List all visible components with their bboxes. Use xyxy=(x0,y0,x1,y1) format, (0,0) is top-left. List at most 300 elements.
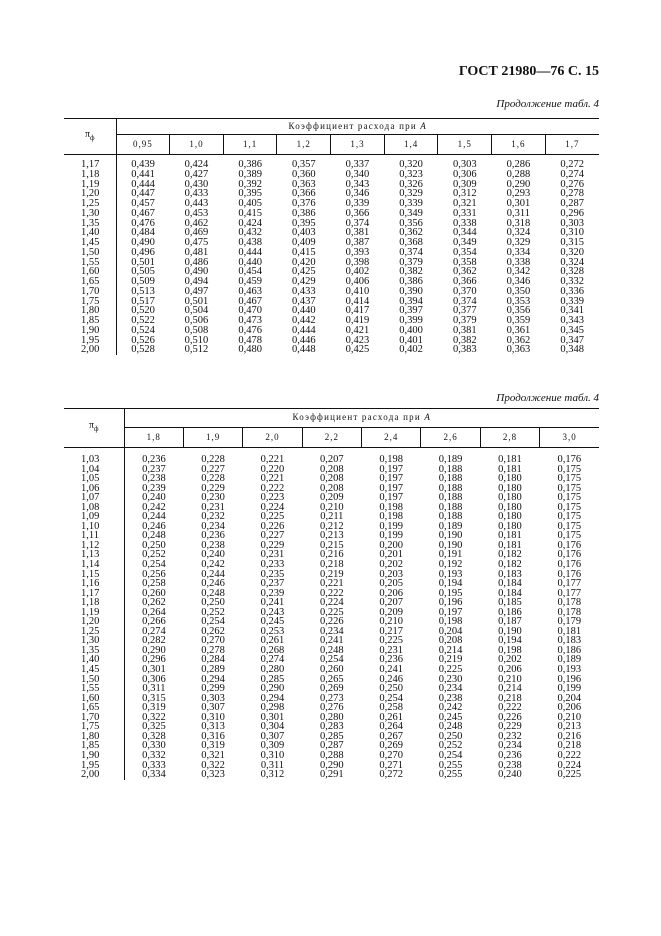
coefficient-cell: 0,246 xyxy=(379,673,403,685)
row-pi-value: 1,05 xyxy=(64,474,124,484)
coefficient-cell: 0,207 xyxy=(320,454,344,465)
coefficient-cell: 0,274 xyxy=(142,625,166,637)
coefficient-cell: 0,215 xyxy=(320,539,344,551)
row-pi-value: 1,15 xyxy=(64,570,124,580)
coefficient-cell: 0,315 xyxy=(560,237,584,248)
coefficient-cell: 0,395 xyxy=(238,188,262,200)
coefficient-cell: 0,210 xyxy=(557,711,582,723)
coefficient-cell: 0,329 xyxy=(506,237,531,248)
coefficient-cell: 0,231 xyxy=(201,501,225,513)
coefficient-cell: 0,175 xyxy=(557,492,582,504)
coefficient-cell: 0,180 xyxy=(498,482,522,494)
coefficient-cell: 0,188 xyxy=(438,482,463,494)
coefficient-cell: 0,303 xyxy=(560,217,584,229)
coefficient-cell: 0,322 xyxy=(201,759,225,771)
coefficient-cell: 0,526 xyxy=(131,334,155,346)
coefficient-cell: 0,274 xyxy=(560,168,584,180)
coefficient-cell: 0,188 xyxy=(438,473,463,485)
coefficient-cell: 0,510 xyxy=(184,334,209,346)
coefficient-cell: 0,230 xyxy=(438,673,463,685)
coefficient-cell: 0,462 xyxy=(184,217,209,229)
coefficient-cell: 0,290 xyxy=(320,759,344,771)
coefficient-table-2 xyxy=(64,408,599,780)
row-pi-value: 1,85 xyxy=(64,741,124,751)
coefficient-cell: 0,209 xyxy=(320,492,344,504)
coefficient-cell: 0,401 xyxy=(399,334,423,346)
coefficient-cell: 0,303 xyxy=(201,692,225,704)
coefficient-cell: 0,343 xyxy=(345,178,370,190)
coefficient-cell: 0,306 xyxy=(142,673,166,685)
coefficient-cell: 0,214 xyxy=(498,683,522,695)
coefficient-cell: 0,506 xyxy=(184,315,209,326)
coefficient-cell: 0,320 xyxy=(399,159,423,170)
coefficient-cell: 0,494 xyxy=(184,276,209,287)
coefficient-cell: 0,229 xyxy=(498,721,522,733)
coefficient-cell: 0,453 xyxy=(184,207,209,219)
coefficient-cell: 0,463 xyxy=(238,285,262,297)
row-pi-value: 1,13 xyxy=(64,550,124,560)
coefficient-cell: 0,469 xyxy=(184,227,209,239)
coefficient-cell: 0,337 xyxy=(345,159,370,170)
coefficient-cell: 0,414 xyxy=(345,295,370,307)
coefficient-cell: 0,353 xyxy=(506,295,531,307)
coefficient-cell: 0,269 xyxy=(379,740,403,752)
column-header: 1,2 xyxy=(277,135,331,155)
coefficient-cell: 0,354 xyxy=(452,246,477,258)
coefficient-cell: 0,175 xyxy=(557,463,582,475)
coefficient-cell: 0,219 xyxy=(438,654,463,666)
coefficient-cell: 0,236 xyxy=(498,749,522,761)
coefficient-cell: 0,190 xyxy=(498,625,522,637)
row-label-header xyxy=(64,119,116,155)
coefficient-cell: 0,386 xyxy=(238,159,262,170)
coefficient-cell: 0,232 xyxy=(498,730,522,742)
coefficient-cell: 0,236 xyxy=(379,654,403,666)
column-header: 1,8 xyxy=(124,428,183,448)
coefficient-cell: 0,303 xyxy=(452,159,477,170)
coefficient-cell: 0,183 xyxy=(498,568,522,580)
table-row xyxy=(64,770,599,780)
coefficient-cell: 0,343 xyxy=(560,315,584,326)
coefficient-cell: 0,339 xyxy=(560,295,584,307)
coefficient-cell: 0,332 xyxy=(560,276,584,287)
coefficient-cell: 0,338 xyxy=(452,217,477,229)
row-pi-value: 1,70 xyxy=(64,713,124,723)
coefficient-cell: 0,311 xyxy=(506,207,531,219)
coefficient-cell: 0,177 xyxy=(557,587,582,599)
coefficient-cell: 0,176 xyxy=(557,568,582,580)
coefficient-cell: 0,439 xyxy=(131,159,155,170)
coefficient-cell: 0,176 xyxy=(557,539,582,551)
coefficient-cell: 0,180 xyxy=(498,492,522,504)
coefficient-cell: 0,194 xyxy=(438,578,463,590)
coefficient-cell: 0,187 xyxy=(498,616,522,628)
coefficient-cell: 0,196 xyxy=(438,597,463,609)
coefficient-cell: 0,392 xyxy=(238,178,262,190)
row-pi-value: 1,17 xyxy=(64,160,116,170)
coefficient-cell: 0,228 xyxy=(201,473,225,485)
coefficient-cell: 0,190 xyxy=(438,530,463,542)
coefficient-cell: 0,304 xyxy=(260,721,285,733)
coefficient-cell: 0,349 xyxy=(452,237,477,248)
coefficient-cell: 0,183 xyxy=(557,635,582,647)
coefficient-cell: 0,245 xyxy=(260,616,285,628)
coefficient-cell: 0,386 xyxy=(399,276,423,287)
coefficient-cell: 0,288 xyxy=(320,749,344,761)
coefficient-cell: 0,216 xyxy=(320,549,344,561)
coefficient-cell: 0,315 xyxy=(142,692,166,704)
coefficient-cell: 0,362 xyxy=(506,334,531,346)
coefficient-cell: 0,347 xyxy=(560,334,584,346)
table-row xyxy=(64,345,599,355)
coefficient-cell: 0,223 xyxy=(260,492,285,504)
coefficient-cell: 0,346 xyxy=(506,276,531,287)
coefficient-cell: 0,197 xyxy=(379,482,403,494)
coefficient-cell: 0,382 xyxy=(399,266,423,278)
coefficient-cell: 0,261 xyxy=(260,635,285,647)
coefficient-cell: 0,381 xyxy=(452,324,477,336)
row-pi-value: 1,35 xyxy=(64,219,116,229)
coefficient-cell: 0,325 xyxy=(142,721,166,733)
coefficient-cell: 0,346 xyxy=(345,188,370,200)
coefficient-cell: 0,193 xyxy=(557,664,582,676)
coefficient-cell: 0,387 xyxy=(345,237,370,248)
coefficient-cell: 0,197 xyxy=(379,492,403,504)
coefficient-cell: 0,320 xyxy=(560,246,584,258)
coefficient-cell: 0,204 xyxy=(557,692,582,704)
coefficient-cell: 0,206 xyxy=(557,702,582,714)
coefficient-cell: 0,363 xyxy=(506,344,531,356)
row-pi-value: 1,90 xyxy=(64,326,116,336)
coefficient-cell: 0,239 xyxy=(260,587,285,599)
coefficient-cell: 0,448 xyxy=(291,344,316,356)
coefficient-cell: 0,467 xyxy=(131,207,155,219)
coefficient-cell: 0,234 xyxy=(438,683,463,695)
coefficient-cell: 0,175 xyxy=(557,520,582,532)
row-pi-value: 1,50 xyxy=(64,248,116,258)
coefficient-cell: 0,227 xyxy=(260,530,285,542)
coefficient-cell: 0,504 xyxy=(184,305,209,317)
coefficient-cell: 0,374 xyxy=(452,295,477,307)
coefficient-cell: 0,475 xyxy=(184,237,209,248)
coefficient-cell: 0,301 xyxy=(506,198,531,209)
coefficient-cell: 0,228 xyxy=(201,454,225,465)
coefficient-cell: 0,484 xyxy=(131,227,155,239)
coefficient-cell: 0,198 xyxy=(498,644,522,656)
coefficient-cell: 0,272 xyxy=(379,769,403,781)
coefficient-cell: 0,287 xyxy=(560,198,584,209)
row-pi-value: 1,17 xyxy=(64,589,124,599)
coefficient-cell: 0,501 xyxy=(184,295,209,307)
row-pi-value: 1,60 xyxy=(64,267,116,277)
coefficient-cell: 0,437 xyxy=(291,295,316,307)
coefficient-cell: 0,522 xyxy=(131,315,155,326)
coefficient-cell: 0,237 xyxy=(260,578,285,590)
coefficient-cell: 0,294 xyxy=(260,692,285,704)
coefficient-cell: 0,225 xyxy=(557,769,582,781)
coefficient-cell: 0,363 xyxy=(291,178,316,190)
row-pi-value: 1,08 xyxy=(64,503,124,513)
coefficient-cell: 0,311 xyxy=(260,759,285,771)
row-pi-value: 1,55 xyxy=(64,684,124,694)
coefficient-cell: 0,175 xyxy=(557,511,582,523)
coefficient-cell: 0,260 xyxy=(142,587,166,599)
coefficient-cell: 0,232 xyxy=(201,511,225,523)
coefficient-cell: 0,234 xyxy=(498,740,522,752)
coefficient-cell: 0,362 xyxy=(452,266,477,278)
coefficient-cell: 0,180 xyxy=(498,520,522,532)
coefficient-cell: 0,198 xyxy=(379,511,403,523)
coefficient-cell: 0,505 xyxy=(131,266,155,278)
coefficient-cell: 0,241 xyxy=(260,597,285,609)
coefficient-cell: 0,344 xyxy=(452,227,477,239)
coefficient-cell: 0,490 xyxy=(184,266,209,278)
coefficient-cell: 0,323 xyxy=(201,769,225,781)
coefficient-cell: 0,200 xyxy=(379,539,403,551)
row-label-subscript: ф xyxy=(94,425,99,434)
coefficient-cell: 0,188 xyxy=(438,463,463,475)
coefficient-cell: 0,379 xyxy=(399,256,423,268)
coefficient-cell: 0,239 xyxy=(142,482,166,494)
coefficient-cell: 0,323 xyxy=(399,168,423,180)
coefficient-cell: 0,382 xyxy=(452,334,477,346)
coefficient-cell: 0,262 xyxy=(201,625,225,637)
coefficient-cell: 0,301 xyxy=(260,711,285,723)
coefficient-cell: 0,262 xyxy=(142,597,166,609)
coefficient-cell: 0,180 xyxy=(498,473,522,485)
coefficient-cell: 0,202 xyxy=(379,559,403,571)
coefficient-cell: 0,473 xyxy=(238,315,262,326)
coefficient-cell: 0,219 xyxy=(320,568,344,580)
column-header: 2,8 xyxy=(480,428,539,448)
coefficient-cell: 0,318 xyxy=(506,217,531,229)
coefficient-cell: 0,319 xyxy=(201,740,225,752)
coefficient-cell: 0,287 xyxy=(320,740,344,752)
coefficient-cell: 0,294 xyxy=(201,673,225,685)
coefficient-cell: 0,356 xyxy=(399,217,423,229)
coefficient-cell: 0,234 xyxy=(201,520,225,532)
coefficient-cell: 0,212 xyxy=(320,520,344,532)
coefficient-cell: 0,181 xyxy=(557,625,582,637)
coefficient-cell: 0,188 xyxy=(438,511,463,523)
coefficient-cell: 0,340 xyxy=(345,168,370,180)
coefficient-cell: 0,206 xyxy=(498,664,522,676)
row-pi-value: 1,75 xyxy=(64,297,116,307)
coefficient-cell: 0,441 xyxy=(131,168,155,180)
column-header: 1,9 xyxy=(183,428,242,448)
row-pi-value: 1,20 xyxy=(64,617,124,627)
coefficient-table-1 xyxy=(64,118,599,355)
coefficient-cell: 0,438 xyxy=(238,237,262,248)
coefficient-cell: 0,218 xyxy=(498,692,522,704)
coefficient-cell: 0,328 xyxy=(142,730,166,742)
coefficient-cell: 0,199 xyxy=(379,530,403,542)
coefficient-cell: 0,181 xyxy=(498,454,522,465)
coefficient-cell: 0,324 xyxy=(506,227,531,239)
row-pi-value: 1,18 xyxy=(64,598,124,608)
coefficient-cell: 0,296 xyxy=(142,654,166,666)
coefficient-cell: 0,193 xyxy=(438,568,463,580)
coefficient-cell: 0,383 xyxy=(452,344,477,356)
coefficient-cell: 0,415 xyxy=(291,246,316,258)
coefficient-cell: 0,225 xyxy=(438,664,463,676)
coefficient-cell: 0,181 xyxy=(498,539,522,551)
coefficient-cell: 0,490 xyxy=(131,237,155,248)
coefficient-cell: 0,394 xyxy=(399,295,423,307)
coefficient-cell: 0,222 xyxy=(498,702,522,714)
row-pi-value: 1,09 xyxy=(64,512,124,522)
row-pi-value: 1,12 xyxy=(64,541,124,551)
coefficient-cell: 0,443 xyxy=(184,198,209,209)
coefficient-cell: 0,333 xyxy=(142,759,166,771)
row-pi-value: 1,70 xyxy=(64,287,116,297)
coefficient-cell: 0,254 xyxy=(320,654,344,666)
coefficient-cell: 0,211 xyxy=(320,511,344,523)
coefficient-cell: 0,444 xyxy=(131,178,155,190)
coefficient-cell: 0,440 xyxy=(291,305,316,317)
coefficient-cell: 0,291 xyxy=(320,769,344,781)
coefficient-cell: 0,182 xyxy=(498,549,522,561)
coefficient-cell: 0,252 xyxy=(438,740,463,752)
coefficient-cell: 0,513 xyxy=(131,285,155,297)
coefficient-cell: 0,258 xyxy=(142,578,166,590)
coefficient-cell: 0,379 xyxy=(452,315,477,326)
row-pi-value: 1,40 xyxy=(64,228,116,238)
coefficient-cell: 0,324 xyxy=(560,256,584,268)
coefficient-cell: 0,208 xyxy=(320,463,344,475)
coefficient-cell: 0,238 xyxy=(201,539,225,551)
coefficient-cell: 0,216 xyxy=(557,730,582,742)
coefficient-cell: 0,290 xyxy=(142,644,166,656)
coefficient-cell: 0,224 xyxy=(557,759,582,771)
coefficient-cell: 0,306 xyxy=(452,168,477,180)
coefficient-cell: 0,316 xyxy=(201,730,225,742)
coefficient-cell: 0,186 xyxy=(557,644,582,656)
coefficient-cell: 0,480 xyxy=(238,344,262,356)
coefficient-cell: 0,497 xyxy=(184,285,209,297)
coefficient-cell: 0,309 xyxy=(452,178,477,190)
coefficient-cell: 0,496 xyxy=(131,246,155,258)
coefficient-cell: 0,264 xyxy=(142,606,166,618)
coefficient-cell: 0,210 xyxy=(379,616,403,628)
coefficient-cell: 0,296 xyxy=(560,207,584,219)
coefficient-cell: 0,192 xyxy=(438,559,463,571)
coefficient-cell: 0,330 xyxy=(142,740,166,752)
coefficient-cell: 0,175 xyxy=(557,530,582,542)
coefficient-cell: 0,190 xyxy=(438,539,463,551)
coefficient-cell: 0,255 xyxy=(438,759,463,771)
coefficient-cell: 0,238 xyxy=(438,692,463,704)
coefficient-cell: 0,201 xyxy=(379,549,403,561)
coefficient-cell: 0,366 xyxy=(452,276,477,287)
coefficient-cell: 0,199 xyxy=(379,520,403,532)
row-pi-value: 1,75 xyxy=(64,722,124,732)
row-pi-value: 1,60 xyxy=(64,694,124,704)
coefficient-cell: 0,410 xyxy=(345,285,370,297)
coefficient-cell: 0,197 xyxy=(379,463,403,475)
coefficient-cell: 0,427 xyxy=(184,168,209,180)
row-pi-value: 1,25 xyxy=(64,199,116,209)
row-pi-value: 1,80 xyxy=(64,306,116,316)
coefficient-cell: 0,196 xyxy=(557,673,582,685)
coefficient-cell: 0,242 xyxy=(142,501,166,513)
coefficient-cell: 0,310 xyxy=(201,711,225,723)
coefficient-cell: 0,266 xyxy=(142,616,166,628)
coefficient-cell: 0,520 xyxy=(131,305,155,317)
coefficient-cell: 0,177 xyxy=(557,578,582,590)
coefficient-cell: 0,283 xyxy=(320,721,344,733)
coefficient-cell: 0,248 xyxy=(201,587,225,599)
coefficient-cell: 0,359 xyxy=(506,315,531,326)
row-pi-value: 1,40 xyxy=(64,655,124,665)
coefficient-cell: 0,424 xyxy=(238,217,262,229)
row-pi-value: 2,00 xyxy=(64,345,116,355)
column-header: 1,1 xyxy=(223,135,277,155)
coefficient-cell: 0,199 xyxy=(557,683,582,695)
coefficient-cell: 0,242 xyxy=(201,559,225,571)
coefficient-cell: 0,214 xyxy=(438,644,463,656)
row-pi-value: 1,50 xyxy=(64,675,124,685)
row-pi-value: 1,25 xyxy=(64,627,124,637)
coefficient-cell: 0,476 xyxy=(131,217,155,229)
coefficient-cell: 0,350 xyxy=(506,285,531,297)
coefficient-cell: 0,360 xyxy=(291,168,316,180)
coefficient-cell: 0,476 xyxy=(238,324,262,336)
coefficient-cell: 0,226 xyxy=(498,711,522,723)
coefficient-cell: 0,205 xyxy=(379,578,403,590)
coefficient-cell: 0,405 xyxy=(238,198,262,209)
coefficient-cell: 0,321 xyxy=(201,749,225,761)
coefficient-cell: 0,254 xyxy=(142,559,166,571)
coefficient-cell: 0,221 xyxy=(260,473,285,485)
coefficient-cell: 0,278 xyxy=(201,644,225,656)
coefficient-cell: 0,246 xyxy=(201,578,225,590)
coefficient-cell: 0,184 xyxy=(498,578,522,590)
row-label-symbol: π xyxy=(84,128,90,140)
coefficient-cell: 0,178 xyxy=(557,597,582,609)
coefficient-cell: 0,175 xyxy=(557,501,582,513)
coefficient-cell: 0,312 xyxy=(260,769,285,781)
coefficient-cell: 0,370 xyxy=(452,285,477,297)
coefficient-cell: 0,210 xyxy=(320,501,344,513)
coefficient-cell: 0,225 xyxy=(260,511,285,523)
coefficient-cell: 0,225 xyxy=(379,635,403,647)
coefficient-cell: 0,345 xyxy=(560,324,584,336)
coefficient-cell: 0,267 xyxy=(379,730,403,742)
row-pi-value: 1,95 xyxy=(64,336,116,346)
row-pi-value: 1,04 xyxy=(64,465,124,475)
coefficient-cell: 0,425 xyxy=(345,344,370,356)
coefficient-cell: 0,207 xyxy=(379,597,403,609)
row-pi-value: 1,19 xyxy=(64,608,124,618)
coefficient-cell: 0,242 xyxy=(438,702,463,714)
coefficient-cell: 0,415 xyxy=(238,207,262,219)
coefficient-cell: 0,225 xyxy=(320,606,344,618)
row-pi-value: 2,00 xyxy=(64,770,124,780)
coefficient-cell: 0,329 xyxy=(399,188,423,200)
coefficient-cell: 0,285 xyxy=(260,673,285,685)
coefficient-cell: 0,265 xyxy=(320,673,344,685)
coefficient-cell: 0,393 xyxy=(345,246,370,258)
coefficient-cell: 0,180 xyxy=(498,501,522,513)
coefficient-cell: 0,264 xyxy=(379,721,403,733)
coefficient-cell: 0,203 xyxy=(379,568,403,580)
coefficient-cell: 0,256 xyxy=(142,568,166,580)
coefficient-cell: 0,198 xyxy=(438,616,463,628)
coefficient-cell: 0,197 xyxy=(379,473,403,485)
coefficient-cell: 0,425 xyxy=(291,266,316,278)
coefficient-cell: 0,176 xyxy=(557,559,582,571)
